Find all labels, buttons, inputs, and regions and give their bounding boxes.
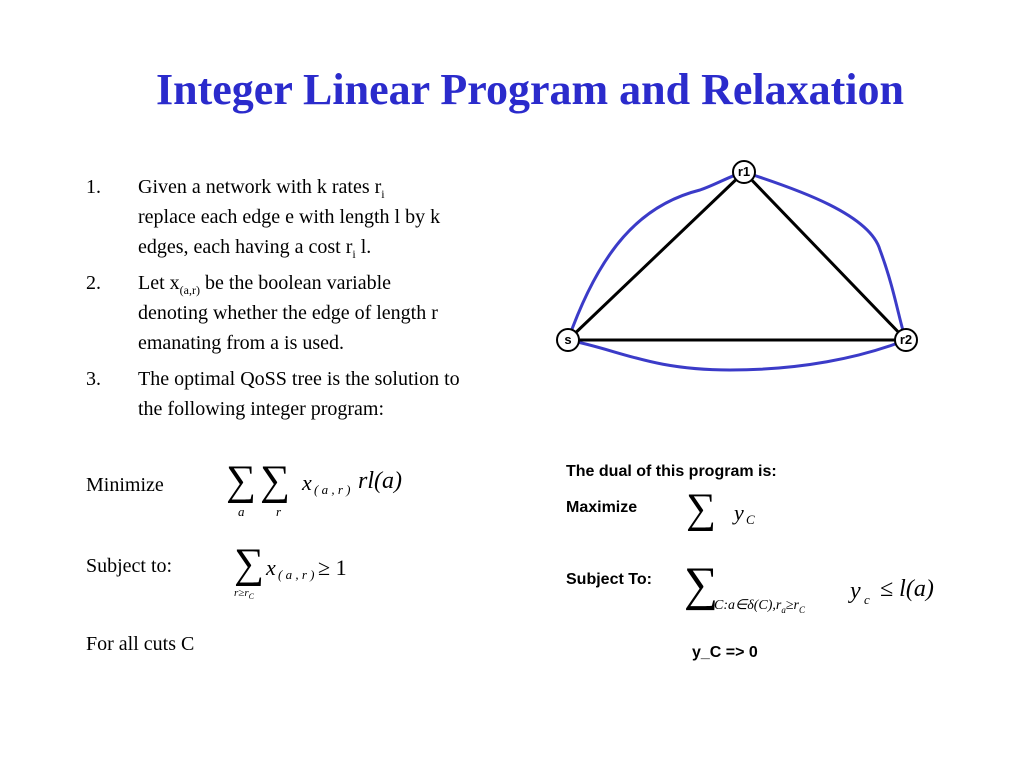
maximize-label: Maximize [566, 499, 638, 516]
subject-to-label: Subject to: [86, 555, 173, 577]
for-all-cuts-label: For all cuts C [86, 633, 195, 655]
list-item: 2. Let $x_{(a,r)}$ be the boolean variable denoting whether the edge of length r emanating from a is used. [86, 268, 556, 358]
item-number: 2. [86, 272, 101, 294]
node-s: s [556, 328, 580, 352]
node-r1: r1 [732, 160, 756, 184]
node-r2: r2 [894, 328, 918, 352]
item-number: 3. [86, 368, 101, 390]
curve-edge-s-r2 [568, 340, 906, 370]
list-item: 3. The optimal QoSS tree is the solution to the following integer program: [86, 364, 556, 424]
dual-heading: The dual of this program is: [566, 463, 777, 480]
dual-subject-to-label: Subject To: [566, 571, 652, 588]
dual-nonnegativity: y_C => 0 [692, 644, 758, 661]
list-item: 1. Given a network with k rates $r_i$ replace each edge e with length l by k edges, each having a cost $r_i$ l. [86, 172, 556, 262]
item-number: 1. [86, 176, 101, 198]
edge-s-r1 [568, 172, 744, 340]
minimize-label: Minimize [86, 474, 164, 496]
slide-title: Integer Linear Program and Relaxation [156, 65, 904, 114]
